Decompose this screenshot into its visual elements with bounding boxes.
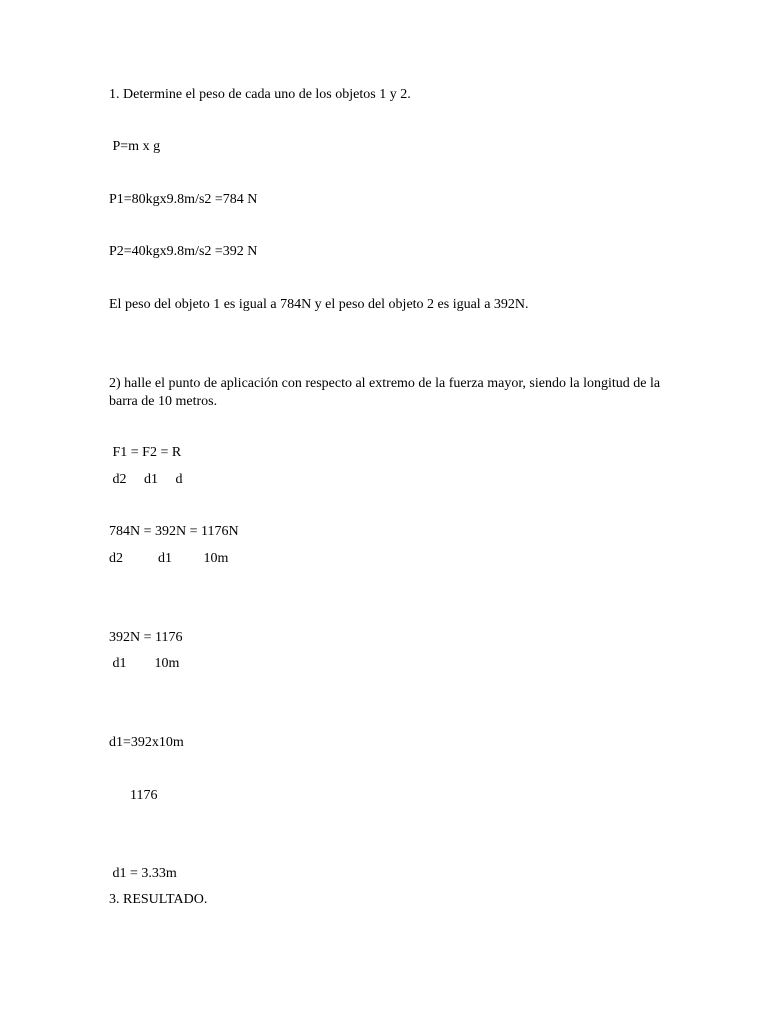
reduced-denominators: d1 10m [109, 656, 180, 671]
question-1-heading: 1. Determine el peso de cada uno de los objetos 1 y 2. [109, 87, 411, 102]
question-2-heading: 2) halle el punto de aplicación con respecto al extremo de la fuerza mayor, siendo la longitud de la barra de 10 metros. [109, 376, 661, 409]
weight-p1-calculation: P1=80kgx9.8m/s2 =784 N [109, 192, 258, 207]
substitution-numerators: 784N = 392N = 1176N [109, 524, 239, 539]
weight-p2-calculation: P2=40kgx9.8m/s2 =392 N [109, 244, 258, 259]
weight-formula: P=m x g [109, 139, 161, 154]
d1-result: d1 = 3.33m [109, 866, 177, 881]
question-1-conclusion: El peso del objeto 1 es igual a 784N y el peso del objeto 2 es igual a 392N. [109, 297, 529, 312]
reduced-numerators: 392N = 1176 [109, 630, 183, 645]
ratio-denominators: d2 d1 d [109, 472, 183, 487]
ratio-numerators: F1 = F2 = R [109, 445, 182, 460]
substitution-denominators: d2 d1 10m [109, 551, 229, 566]
question-3-heading: 3. RESULTADO. [109, 892, 208, 907]
d1-denominator: 1176 [109, 788, 158, 803]
d1-numerator: d1=392x10m [109, 735, 184, 750]
